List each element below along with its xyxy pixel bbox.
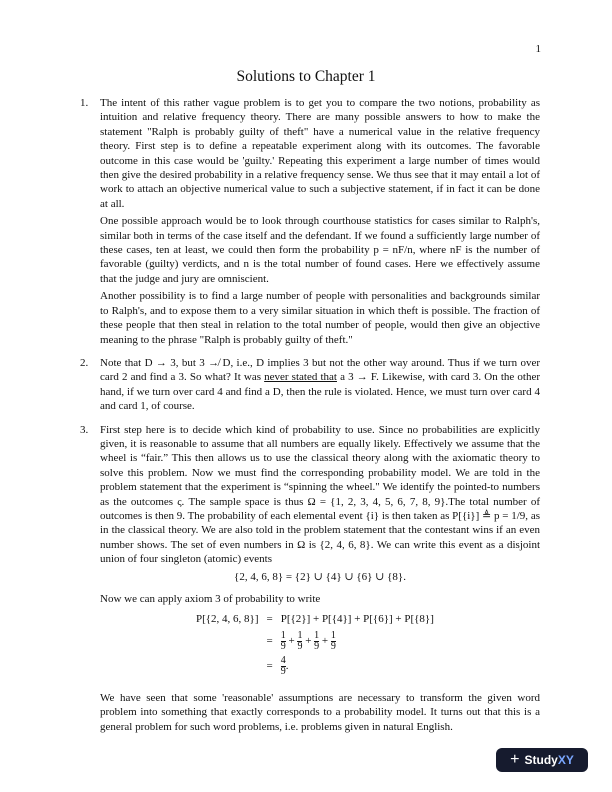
equation-union: {2, 4, 6, 8} = {2} ∪ {4} ∪ {6} ∪ {8}. [234, 570, 406, 583]
plus-sign: + [305, 634, 312, 647]
equals-sign: = [266, 613, 273, 626]
plus-icon: + [510, 751, 520, 768]
item-number: 2. [80, 356, 89, 369]
solutions-body [80, 96, 540, 743]
numerator: 1 [297, 629, 303, 641]
equals-sign: = [266, 635, 273, 648]
solution-item-2 [80, 356, 540, 414]
paragraph: Another possibility is to find a large number of people with personalities and backgrounds similar to Ralph's, and to expose them to a very similar situation in which theft is possible. The fraction of these people that then steal in relation to the total number of people, would then give an objective meaning to the phrase "Ralph is probably guilty of theft." [100, 290, 540, 346]
item-number: 3. [80, 423, 89, 436]
paragraph: Now we can apply axiom 3 of probability to write [100, 593, 321, 605]
denominator: 9 [330, 640, 336, 652]
brand-logo-text: StudyXY [524, 753, 574, 767]
paragraph: We have seen that some 'reasonable' assumptions are necessary to transform the given word problem into something that exactly corresponds to a probability model. It turns out that this is a general problem for such word problems, i.e. problems given in natural English. [100, 691, 540, 733]
underlined-text: never stated that [264, 371, 337, 384]
equation-row [277, 654, 438, 679]
denominator: 9 [297, 640, 303, 652]
solution-item-1 [80, 96, 540, 347]
numerator: 1 [280, 629, 286, 641]
plus-sign: + [321, 634, 329, 647]
numerator: 4 [280, 654, 286, 666]
paragraph [100, 356, 540, 414]
fraction [281, 631, 286, 652]
equation-row: P[{2}] + P[{4}] + P[{6}] + P[{8}] [280, 613, 434, 626]
fraction [331, 631, 336, 652]
page-title: Solutions to Chapter 1 [236, 68, 376, 85]
numerator: 1 [314, 629, 320, 641]
equation-lhs: P[{2, 4, 6, 8}] [196, 613, 259, 626]
period: . [285, 659, 289, 672]
fraction [314, 631, 319, 652]
numerator: 1 [330, 629, 336, 641]
paragraph: First step here is to decide which kind of probability to use. Since no probabilities are explicitly given, it is reasonable to assume that all numbers are equally likely. Effectively we assume that the wheel is “fair.” This then allows us to use the classical theory along with the axiomatic theory to solve this problem. Now we must find the corresponding probability model. We are told in the problem statement that the experiment is “spinning the wheel." We identify the pointed-to numbers as the outcomes ς. The sample space is thus Ω = {1, 2, 3, 4, 5, 6, 7, 8, 9}.The total number of outcomes is then 9. The probability of each elemental event {i} is then taken as P[{i}] ≜ p = 1/9, as in the classical theory. We are also told in the problem statement that the contestant wins if an even number shows. The set of even numbers in Ω is {2, 4, 6, 8}. We can write this event as a disjoint union of four singleton (atomic) events [100, 423, 540, 566]
studyxy-badge[interactable] [496, 748, 588, 772]
equals-sign: = [266, 660, 273, 673]
paragraph: The intent of this rather vague problem is to get you to compare the two notions, probability as intuition and relative frequency theory. There are many possible answers to how to make the statement "Ralph is probably guilty of theft" have a numerical value in the relative frequency theory. First step is to define a repeatable experiment along with its outcomes. The favorable outcome in this case would be 'guilty.' Repeating this experiment a large number of times would then give the desired probability in a relative frequency sense. We thus see that it may entail a lot of work to attach an objective numerical value to such a subjective statement, if in fact it can be done at all. [100, 97, 540, 210]
item-number: 1. [80, 97, 89, 109]
text-run: a 3 → F. Likewise, with card 3. On the other hand, if we turn over card 4 and find a D, then the rule is violated. Hence, we must turn over card 4 and card 1, of course. [100, 371, 540, 413]
denominator: 9 [280, 640, 286, 652]
plus-sign: + [288, 634, 295, 647]
denominator: 9 [314, 640, 320, 652]
equation-row [277, 629, 438, 654]
solution-item-3 [80, 423, 540, 735]
paragraph: One possible approach would be to look through courthouse statistics for cases similar to Ralph's, similar both in terms of the case itself and the defendant. If we found a sufficiently large number of these cases, ten at least, we could then form the probability p = nF/n, where nF is the number of favorable (guilty) verdicts, and n is the total number of found cases. Here we effectively assume that the judge and jury are omniscient. [100, 215, 540, 285]
fraction [297, 631, 302, 652]
text-run: Note that D → 3, but 3 ↛ D, i.e., D implies 3 but not the other way around. Thus if we turn over card 2 and find a 3. So what? It was [100, 356, 540, 384]
equation-block [192, 610, 438, 678]
page-number: 1 [535, 43, 541, 55]
denominator: 9 [280, 665, 286, 677]
